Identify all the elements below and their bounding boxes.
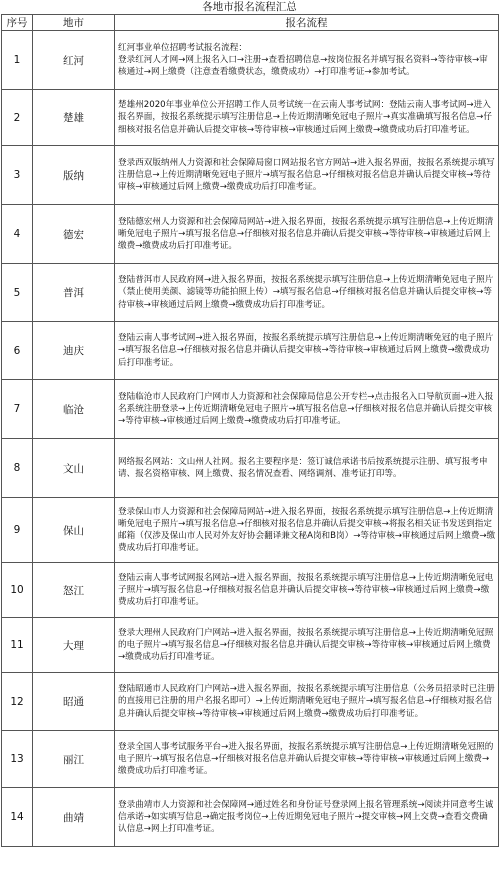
row-city: 保山 (33, 498, 115, 563)
row-city: 德宏 (33, 205, 115, 264)
table-row (2, 31, 499, 90)
row-flow: 登陆临沧市人民政府门户网市人力资源和社会保障局信息公开专栏→点击报名入口导航页面→进入报名系统注册登录→上传近期清晰免冠电子照片→填写报名信息→仔细核对报名信息并确认后提交审核→等待审核→审核通过后网上缴费→缴费成功后打印准考证。 (115, 380, 499, 439)
table-row (2, 380, 499, 439)
table-row (2, 146, 499, 205)
row-city: 文山 (33, 439, 115, 498)
row-seq: 6 (2, 322, 33, 380)
row-seq: 8 (2, 439, 33, 498)
table-row (2, 264, 499, 322)
row-city: 丽江 (33, 731, 115, 788)
row-seq: 10 (2, 563, 33, 618)
table-row (2, 90, 499, 146)
row-flow: 网络报名网站：文山州人社网。报名主要程序是：签订诚信承诺书后按系统提示注册、填写报考申请、报名资格审核、网上缴费、报名情况查看、网络调剂、准考证打印等。 (115, 439, 499, 498)
table-row (2, 788, 499, 847)
row-city: 昭通 (33, 673, 115, 731)
row-flow: 登录大理州人民政府门户网站→进入报名界面，按报名系统提示填写注册信息→上传近期清晰免冠照的电子照片→填写报名信息→仔细核对报名信息并确认后提交审核→等待审核→审核通过后网上缴费→缴费成功后打印准考证。 (115, 618, 499, 673)
row-seq: 1 (2, 31, 33, 90)
row-seq: 5 (2, 264, 33, 322)
row-flow: 登录西双版纳州人力资源和社会保障局窗口网站报名官方网站→进入报名界面，按报名系统提示填写注册信息→上传近期清晰免冠电子照片→填写报名信息→仔细核对报名信息并确认后提交审核→等待审核→审核通过后网上缴费→缴费成功后打印准考证。 (115, 146, 499, 205)
row-flow: 登陆云南人事考试网→进入报名界面，按报名系统提示填写注册信息→上传近期清晰免冠的电子照片→填写报名信息→仔细核对报名信息并确认后提交审核→等待审核→审核通过后网上缴费→缴费成功后打印准考证。 (115, 322, 499, 380)
table-row (2, 673, 499, 731)
row-city: 怒江 (33, 563, 115, 618)
row-city: 红河 (33, 31, 115, 90)
row-city: 版纳 (33, 146, 115, 205)
table-row (2, 731, 499, 788)
row-flow: 登录保山市人力资源和社会保障局网站→进入报名界面，按报名系统提示填写注册信息→上传近期清晰免冠电子照片→填写报名信息→仔细核对报名信息并确认后提交审核→将报名相关证书发送到指定邮箱（仅涉及保山市人民对外友好协会翻译兼文秘A岗和B岗）→等待审核→审核通过后网上缴费→缴费成功后打印准考证。 (115, 498, 499, 563)
row-seq: 2 (2, 90, 33, 146)
row-city: 普洱 (33, 264, 115, 322)
table-row (2, 618, 499, 673)
row-seq: 4 (2, 205, 33, 264)
table-row (2, 563, 499, 618)
row-seq: 12 (2, 673, 33, 731)
row-flow: 登录曲靖市人力资源和社会保障网→通过姓名和身份证号登录网上报名管理系统→阅读并同意考生诚信承诺→如实填写信息→确定报考岗位→上传近期免冠电子照片→提交审核→网上交费→查看交费确认信息→网上打印准考证。 (115, 788, 499, 847)
row-flow: 登陆德宏州人力资源和社会保障局网站→进入报名界面，按报名系统提示填写注册信息→上传近期清晰免冠电子照片→填写报名信息→仔细核对报名信息并确认后提交审核→等待审核→审核通过后网上缴费→缴费成功后打印准考证。 (115, 205, 499, 264)
row-city: 临沧 (33, 380, 115, 439)
row-flow: 红河事业单位招聘考试报名流程： 登录红河人才网→网上报名入口→注册→查看招聘信息→按岗位报名并填写报名资料→等待审核→审核通过→网上缴费（注意查看缴费状态，缴费成功）→打印准考证→参加考试。 (115, 31, 499, 90)
row-seq: 9 (2, 498, 33, 563)
table-header-row (2, 15, 499, 31)
row-flow: 登陆昭通市人民政府门户网站→进入报名界面，按报名系统提示填写注册信息（公务员招录时已注册的直接用已注册的用户名报名即可）→上传近期清晰免冠电子照片→填写报名信息→仔细核对报名信息并确认后提交审核→等待审核→审核通过后网上缴费→缴费成功后打印准考证。 (115, 673, 499, 731)
header-flow: 报名流程 (115, 15, 499, 31)
table-row (2, 498, 499, 563)
row-seq: 7 (2, 380, 33, 439)
row-flow: 登陆普洱市人民政府网→进入报名界面，按报名系统提示填写注册信息→上传近期清晰免冠电子照片（禁止使用美颜、滤镜等功能拍照上传）→填写报名信息→仔细核对报名信息并确认后提交审核→等待审核→审核通过后网上缴费→缴费成功后打印准考证。 (115, 264, 499, 322)
row-seq: 11 (2, 618, 33, 673)
row-flow: 登录全国人事考试服务平台→进入报名界面，按报名系统提示填写注册信息→上传近期清晰免冠照的电子照片→填写报名信息→仔细核对报名信息并确认后提交审核→等待审核→审核通过后网上缴费→缴费成功后打印准考证。 (115, 731, 499, 788)
row-seq: 13 (2, 731, 33, 788)
row-city: 大理 (33, 618, 115, 673)
registration-process-table (1, 14, 499, 847)
row-flow: 楚雄州2020年事业单位公开招聘工作人员考试统一在云南人事考试网：登陆云南人事考试网→进入报名界面，按报名系统提示填写注册信息→上传近期清晰免冠电子照片→真实准确填写报名信息→仔细核对报名信息并确认后提交审核→等待审核→审核通过后网上缴费→缴费成功后打印准考证。 (115, 90, 499, 146)
row-flow: 登陆云南人事考试网报名网站→进入报名界面，按报名系统提示填写注册信息→上传近期清晰免冠电子照片→填写报名信息→仔细核对报名信息并确认后提交审核→等待审核→审核通过后网上缴费→缴费成功后打印准考证。 (115, 563, 499, 618)
table-row (2, 322, 499, 380)
row-seq: 3 (2, 146, 33, 205)
row-seq: 14 (2, 788, 33, 847)
header-city: 地市 (33, 15, 115, 31)
header-seq: 序号 (2, 15, 33, 31)
table-title: 各地市报名流程汇总 (202, 1, 297, 13)
row-city: 曲靖 (33, 788, 115, 847)
row-city: 楚雄 (33, 90, 115, 146)
table-row (2, 439, 499, 498)
table-row (2, 205, 499, 264)
row-city: 迪庆 (33, 322, 115, 380)
